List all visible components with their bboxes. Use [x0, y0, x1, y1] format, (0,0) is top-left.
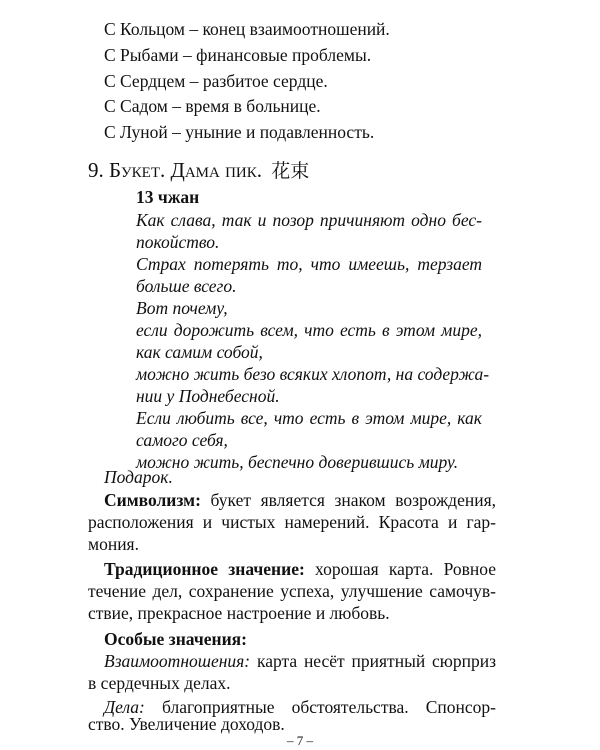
section-heading — [88, 157, 309, 184]
page-number: – 7 – — [287, 733, 313, 748]
gift-label: Подарок. — [104, 467, 173, 487]
traditional-paragraph-line — [104, 558, 496, 580]
relations-label: Взаимоотношения: — [104, 651, 251, 671]
poem-line: как самим собой, — [136, 342, 263, 362]
business-text: ство. Увеличение доходов. — [88, 714, 285, 734]
symbolism-text: расположения и чистых намерений. Красота и гар- — [88, 512, 496, 532]
traditional-text: хорошая карта. Ровное — [315, 559, 496, 579]
symbolism-text: мония. — [88, 534, 139, 554]
poem-line: можно жить, беспечно доверившись миру. — [136, 452, 459, 472]
poem-line: покойство. — [136, 232, 220, 252]
poem-line: больше всего. — [136, 276, 237, 296]
traditional-label: Традиционное значение: — [104, 559, 305, 579]
list-item: С Рыбами – финансовые проблемы. — [104, 45, 372, 65]
list-item: С Садом – время в больнице. — [104, 96, 321, 116]
poem-line: если дорожить всем, что есть в этом мире, — [136, 320, 482, 340]
list-item: С Луной – уныние и подавленность. — [104, 122, 375, 142]
list-item: С Сердцем – разбитое сердце. — [104, 71, 328, 91]
special-meanings-heading: Особые значения: — [104, 629, 247, 649]
section-number: 9. — [88, 158, 104, 182]
section-title: Букет. Дама пик. — [109, 158, 263, 182]
traditional-text: ствие, прекрасное настроение и любовь. — [88, 603, 390, 623]
poem-line: Как слава, так и позор причиняют одно бес- — [136, 210, 482, 230]
section-chinese-title: 花束 — [271, 160, 310, 182]
symbolism-paragraph-line — [104, 489, 496, 511]
relations-text: карта несёт приятный сюрприз — [256, 651, 496, 671]
poem-line: нии у Поднебесной. — [136, 386, 280, 406]
poem-line: Если любить все, что есть в этом мире, как — [136, 408, 482, 428]
poem-line: Страх потерять то, что имеешь, терзает — [136, 254, 482, 274]
traditional-text: течение дел, сохранение успеха, улучшение самочув- — [88, 581, 496, 601]
relations-text: в сердечных делах. — [88, 673, 231, 693]
symbolism-text: букет является знаком возрождения, — [210, 490, 497, 510]
poem-line: самого себя, — [136, 430, 228, 450]
poem-line: Вот почему, — [136, 298, 228, 318]
business-text: благоприятные обстоятельства. Спонсор- — [144, 697, 496, 717]
poem-line: можно жить безо всяких хлопот, на содержа- — [136, 364, 490, 384]
symbolism-label: Символизм: — [104, 490, 201, 510]
poem-heading: 13 чжан — [136, 187, 200, 207]
relations-paragraph-line — [104, 650, 496, 672]
business-label: Дела: — [104, 697, 145, 717]
list-item: С Кольцом – конец взаимоотношений. — [104, 19, 390, 39]
